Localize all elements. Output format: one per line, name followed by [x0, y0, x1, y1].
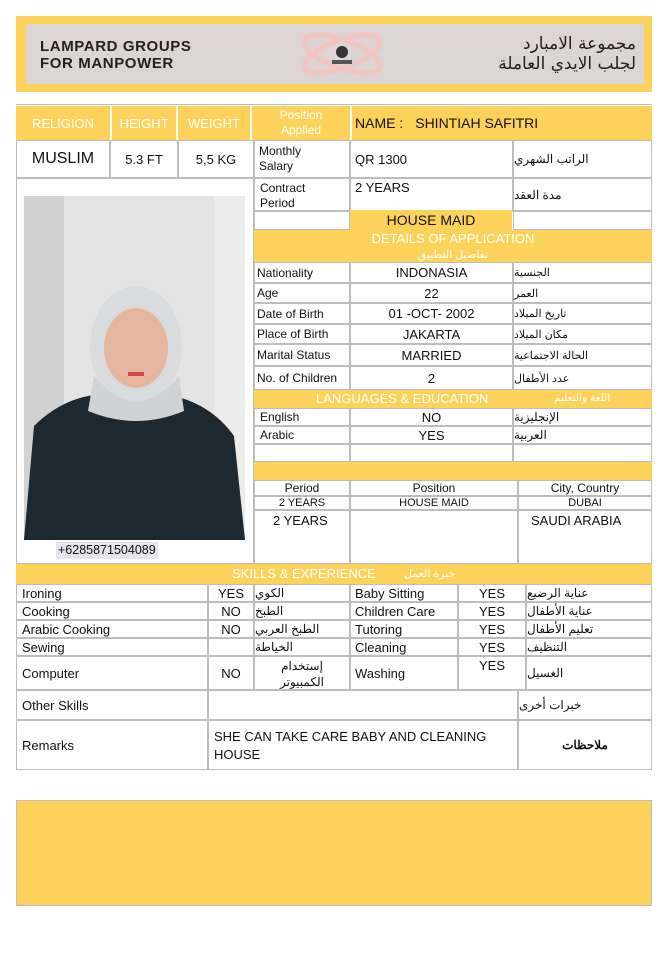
languages-title: LANGUAGES & EDUCATION — [316, 391, 489, 406]
logo-icon — [292, 28, 392, 80]
company-name-en — [40, 38, 191, 72]
cooking-label: Cooking — [16, 602, 208, 620]
details-title: DETAILS OF APPLICATION — [371, 231, 535, 246]
children-care-value: YES — [458, 602, 526, 620]
name-header — [352, 106, 652, 140]
sewing-value — [208, 638, 254, 656]
dob-value: 01 -OCT- 2002 — [350, 303, 513, 324]
cleaning-label-ar: التنظيف — [526, 638, 652, 656]
dob-label: Date of Birth — [254, 303, 350, 324]
weight-value: 5,5 KG — [178, 140, 254, 178]
arabic-value: YES — [350, 426, 513, 444]
arabic-cooking-label-ar: الطبخ العربي — [254, 620, 350, 638]
nationality-label-ar: الجنسية — [513, 262, 652, 283]
children-label: No. of Children — [254, 366, 350, 390]
remarks-value: SHE CAN TAKE CARE BABY AND CLEANING HOUSE — [208, 720, 518, 770]
other-skills-label-ar: خبرات أخرى — [518, 690, 652, 720]
skills-title-ar: خبرة العمل — [404, 568, 456, 580]
tutoring-label-ar: تعليم الأطفال — [526, 620, 652, 638]
cooking-label-ar: الطبخ — [254, 602, 350, 620]
english-value: NO — [350, 408, 513, 426]
baby-sitting-label: Baby Sitting — [350, 584, 458, 602]
blank-cell — [254, 210, 350, 230]
pob-label-ar: مكان الميلاد — [513, 324, 652, 344]
washing-label-ar: الغسيل — [526, 656, 652, 690]
children-value: 2 — [350, 366, 513, 390]
sewing-label: Sewing — [16, 638, 208, 656]
arabic-cooking-label: Arabic Cooking — [16, 620, 208, 638]
ironing-label-ar: الكوي — [254, 584, 350, 602]
exp-period-1: 2 YEARS — [254, 496, 350, 510]
blank-row — [350, 444, 513, 462]
children-care-label-ar: عناية الأطفال — [526, 602, 652, 620]
exp-position-1: HOUSE MAID — [350, 496, 518, 510]
salary-label: Monthly Salary — [254, 140, 350, 178]
name-value: SHINTIAH SAFITRI — [415, 115, 539, 131]
computer-value: NO — [208, 656, 254, 690]
sewing-label-ar: الخياطة — [254, 638, 350, 656]
company-name-ar-line2: لجلب الايدي العاملة — [498, 54, 636, 74]
height-header: HEIGHT — [112, 106, 176, 140]
remarks-label-ar: ملاحظات — [518, 720, 652, 770]
marital-value: MARRIED — [350, 344, 513, 366]
nationality-label: Nationality — [254, 262, 350, 283]
nationality-value: INDONASIA — [350, 262, 513, 283]
english-label: English — [254, 408, 350, 426]
height-value: 5.3 FT — [110, 140, 178, 178]
company-name-en-line1: LAMPARD GROUPS — [40, 38, 192, 55]
company-name-ar — [440, 34, 636, 74]
experience-header-bar — [254, 462, 652, 480]
other-skills-label: Other Skills — [16, 690, 208, 720]
english-label-ar: الإنجليزية — [513, 408, 652, 426]
skills-header — [16, 564, 652, 584]
weight-header: WEIGHT — [178, 106, 250, 140]
company-name-en-line2: FOR MANPOWER — [40, 55, 174, 72]
details-header — [254, 230, 652, 262]
salary-label-ar: الراتب الشهري — [513, 140, 652, 178]
blank-cell — [513, 210, 652, 230]
marital-label: Marital Status — [254, 344, 350, 366]
baby-sitting-value: YES — [458, 584, 526, 602]
pob-label: Place of Birth — [254, 324, 350, 344]
details-title-ar: تفاصيل التطبيق — [417, 249, 489, 261]
position-value: HOUSE MAID — [350, 210, 512, 230]
city-header: City, Country — [518, 480, 652, 496]
position-header: Position — [350, 480, 518, 496]
contract-value: 2 YEARS — [350, 178, 513, 212]
tutoring-value: YES — [458, 620, 526, 638]
footer-bar — [16, 800, 652, 906]
phone-number: +6285871504089 — [58, 543, 156, 557]
washing-value: YES — [458, 656, 526, 690]
remarks-label: Remarks — [16, 720, 208, 770]
other-skills-value — [208, 690, 518, 720]
period-header: Period — [254, 480, 350, 496]
children-care-label: Children Care — [350, 602, 458, 620]
children-label-ar: عدد الأطفال — [513, 366, 652, 390]
computer-label: Computer — [16, 656, 208, 690]
cleaning-label: Cleaning — [350, 638, 458, 656]
name-label: NAME : — [355, 115, 404, 131]
religion-value: MUSLIM — [16, 140, 110, 178]
dob-label-ar: تاريخ الميلاد — [513, 303, 652, 324]
arabic-label-ar: العربية — [513, 426, 652, 444]
baby-sitting-label-ar: عناية الرضيع — [526, 584, 652, 602]
cooking-value: NO — [208, 602, 254, 620]
arabic-label: Arabic — [254, 426, 350, 444]
marital-label-ar: الحالة الاجتماعية — [513, 344, 652, 366]
computer-label-ar: إستخدام الكمبيوتر — [254, 656, 350, 690]
arabic-cooking-value: NO — [208, 620, 254, 638]
exp-position-2 — [350, 510, 518, 564]
languages-title-ar: اللغة والتعليم — [554, 392, 611, 404]
age-value: 22 — [350, 283, 513, 303]
religion-header: RELIGION — [16, 106, 110, 140]
exp-city-1: DUBAI — [518, 496, 652, 510]
skills-title: SKILLS & EXPERIENCE — [232, 566, 376, 581]
blank-row — [254, 444, 350, 462]
applicant-photo — [24, 196, 245, 540]
tutoring-label: Tutoring — [350, 620, 458, 638]
contract-label: Contract Period — [254, 178, 350, 212]
exp-city-2: SAUDI ARABIA — [518, 510, 652, 564]
languages-header — [254, 390, 652, 408]
exp-period-2: 2 YEARS — [254, 510, 350, 564]
age-label: Age — [254, 283, 350, 303]
contract-label-ar: مدة العقد — [513, 178, 652, 212]
pob-value: JAKARTA — [350, 324, 513, 344]
ironing-value: YES — [208, 584, 254, 602]
divider — [16, 104, 652, 105]
cleaning-value: YES — [458, 638, 526, 656]
salary-value: QR 1300 — [350, 140, 513, 178]
age-label-ar: العمر — [513, 283, 652, 303]
company-name-ar-line1: مجموعة الامبارد — [523, 34, 636, 54]
position-applied-header: Position Applied — [252, 106, 350, 140]
ironing-label: Ironing — [16, 584, 208, 602]
blank-row — [513, 444, 652, 462]
washing-label: Washing — [350, 656, 458, 690]
